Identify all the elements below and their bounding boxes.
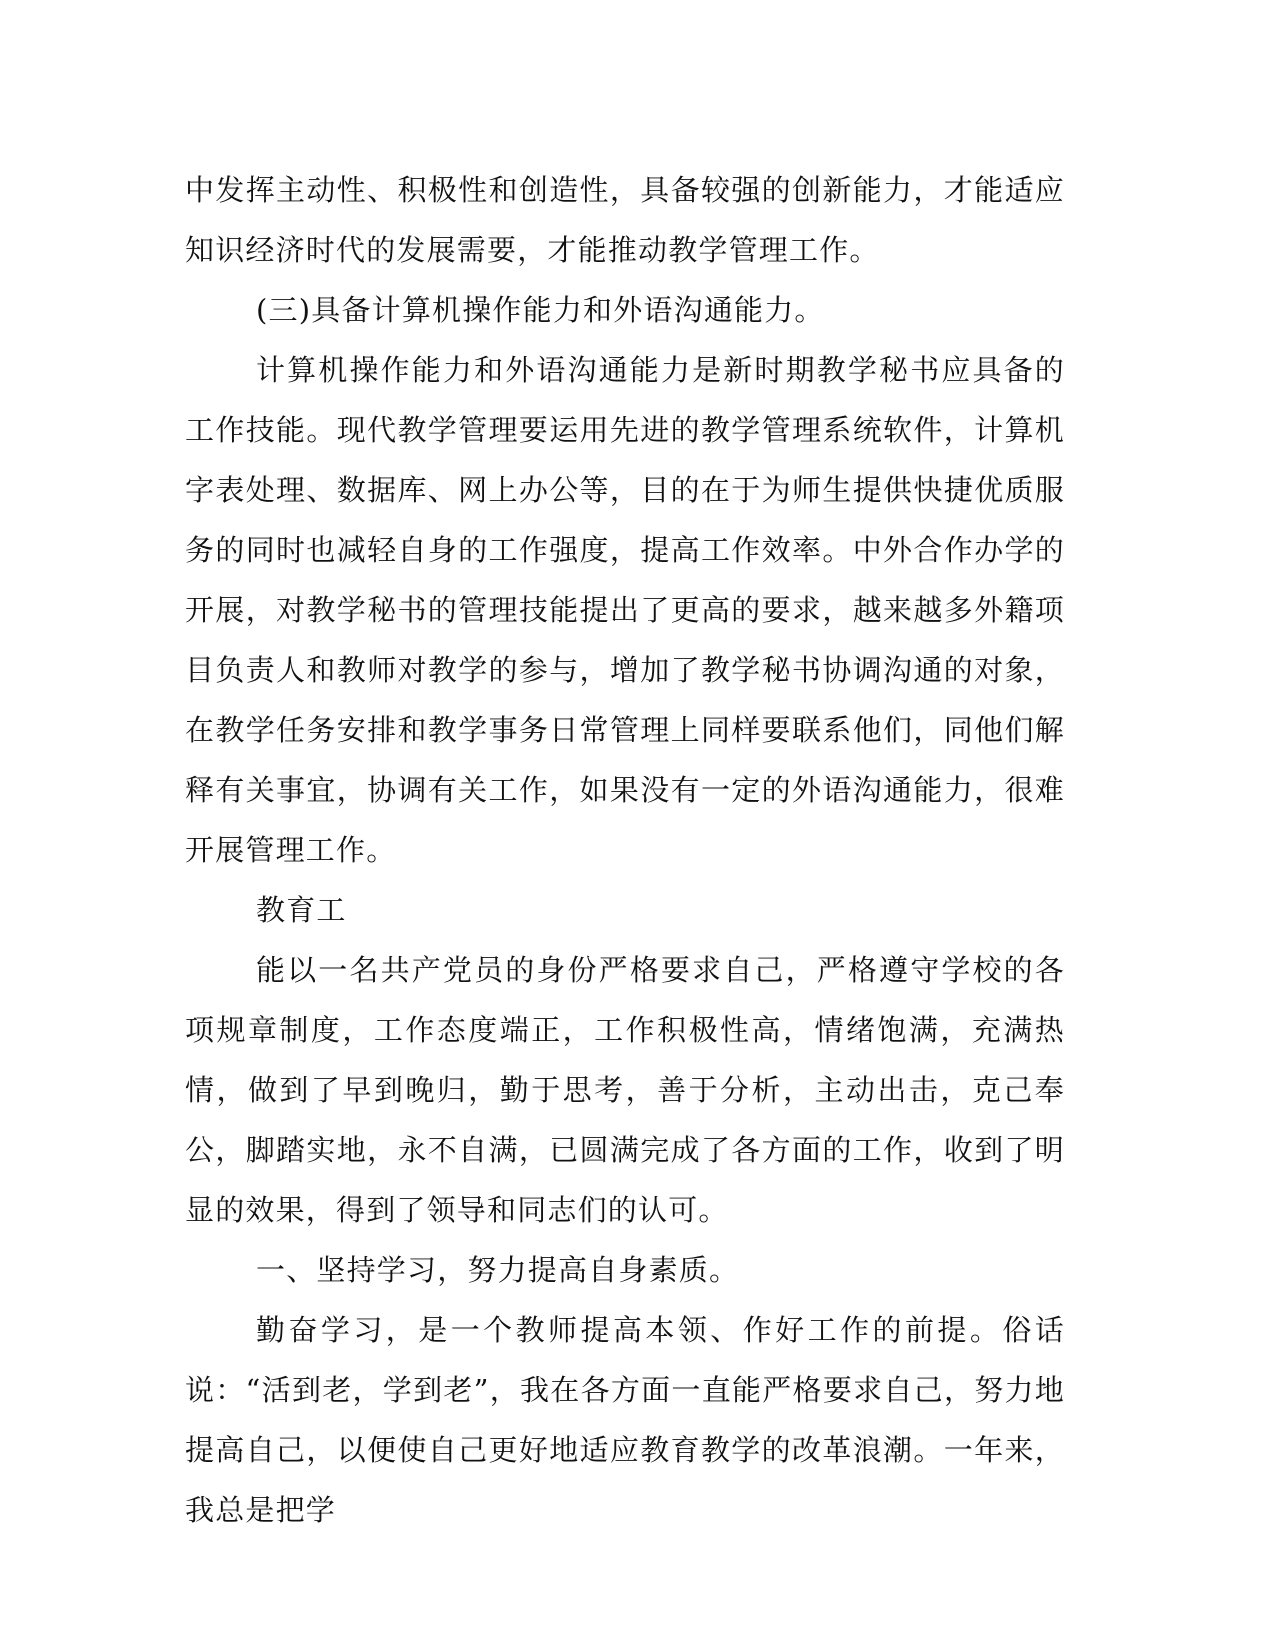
paragraph-7: 勤奋学习，是一个教师提高本领、作好工作的前提。俗话说：“活到老，学到老”，我在各方面一直能严格要求自己，努力地提高自己，以便使自己更好地适应教育教学的改革浪潮。一年来，我总是把学 bbox=[185, 1313, 1065, 1527]
paragraph-5: 能以一名共产党员的身份严格要求自己，严格遵守学校的各项规章制度，工作态度端正，工作积极性高，情绪饱满，充满热情，做到了早到晚归，勤于思考，善于分析，主动出击，克己奉公，脚踏实地，永不自满，已圆满完成了各方面的工作，收到了明显的效果，得到了领导和同志们的认可。 bbox=[185, 953, 1065, 1227]
paragraph-1: 中发挥主动性、积极性和创造性，具备较强的创新能力，才能适应知识经济时代的发展需要，才能推动教学管理工作。 bbox=[185, 173, 1065, 267]
paragraph-2-heading: (三)具备计算机操作能力和外语沟通能力。 bbox=[256, 293, 825, 327]
document-body bbox=[185, 160, 1065, 1540]
paragraph-4: 教育工 bbox=[256, 893, 347, 927]
paragraph-6-heading: 一、坚持学习，努力提高自身素质。 bbox=[256, 1253, 740, 1287]
paragraph-3: 计算机操作能力和外语沟通能力是新时期教学秘书应具备的工作技能。现代教学管理要运用先进的教学管理系统软件，计算机字表处理、数据库、网上办公等，目的在于为师生提供快捷优质服务的同时也减轻自身的工作强度，提高工作效率。中外合作办学的开展，对教学秘书的管理技能提出了更高的要求，越来越多外籍项目负责人和教师对教学的参与，增加了教学秘书协调沟通的对象，在教学任务安排和教学事务日常管理上同样要联系他们，同他们解释有关事宜，协调有关工作，如果没有一定的外语沟通能力，很难开展管理工作。 bbox=[185, 353, 1065, 867]
